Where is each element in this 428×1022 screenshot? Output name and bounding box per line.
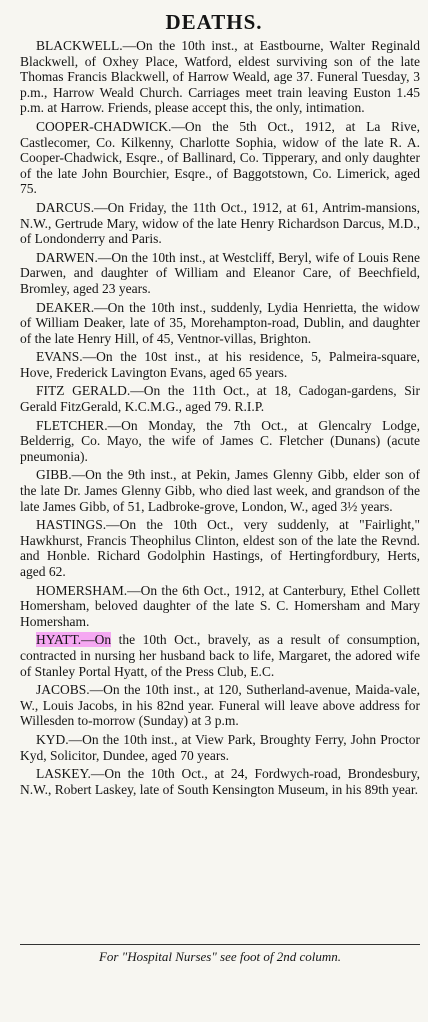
death-notices-list [20,38,420,800]
notice-name: COOPER-CHADWICK. [36,118,172,134]
notice-name: KYD. [36,731,69,747]
notice-text: —On the 6th Oct., 1912, at Canterbury, Ethel Collett Homersham, beloved daughter of the late S. C. Homersham and Mary Homersham. [20,582,420,629]
notice-text: —On the 11th Oct., at 18, Cadogan-gardens, Sir Gerald FitzGerald, K.C.M.G., aged 79. R.I.P. [20,383,420,415]
notice-name: DEAKER. [36,299,95,315]
notice-evans [20,349,420,380]
notice-name: DARWEN. [36,249,98,265]
notice-name-highlighted: HYATT.—On [36,632,112,648]
divider-rule [20,944,420,945]
notice-text: —On the 9th inst., at Pekin, James Glenny Gibb, elder son of the late Dr. James Glenny Gibb, who died last week, and grandson of the late James Gibb, of 51, Ladbroke-grove, London, W., aged 3½ years. [20,467,420,514]
notice-cooper-chadwick [20,119,420,197]
notice-text: —On Friday, the 11th Oct., 1912, at 61, Antrim-mansions, N.W., Gertrude Mary, widow of the late Henry Richardson Darcus, M.D., of Londonderry and Paris. [20,199,420,247]
notice-name: FLETCHER. [36,417,108,433]
notice-hyatt [20,632,420,679]
notice-text: the 10th Oct., bravely, as a result of consumption, contracted in nursing her husband back to life, Margaret, the adored wife of Stanley Portal Hyatt, of the Press Club, E.C. [20,632,420,679]
notice-deaker [20,300,420,347]
notice-name: BLACKWELL. [36,38,123,53]
notice-laskey [20,766,420,797]
notice-name: HOMERSHAM. [36,582,128,598]
footer-note: For "Hospital Nurses" see foot of 2nd column. [98,949,342,964]
notice-darcus [20,200,420,247]
notice-gibb [20,467,420,514]
notice-text: —On the 10th inst., at View Park, Broughty Ferry, John Proctor Kyd, Solicitor, Dundee, aged 70 years. [20,731,420,763]
notice-name: DARCUS. [36,199,95,215]
notice-name: LASKEY. [36,766,91,782]
notice-name: FITZ GERALD. [36,383,131,399]
notice-homersham [20,583,420,630]
notice-hastings [20,517,420,579]
notice-text: —On the 10st inst., at his residence, 5, Palmeira-square, Hove, Frederick Lavington Evans, aged 65 years. [20,349,420,380]
section-heading: DEATHS. [165,10,263,34]
notice-fitz-gerald [20,383,420,414]
notice-text: —On the 10th inst., at 120, Sutherland-avenue, Maida-vale, W., Louis Jacobs, in his 82nd year. Funeral will leave above address for Willesden to-morrow (Sunday) at 3 p.m. [20,682,420,729]
notice-text: —On the 5th Oct., 1912, at La Rive, Castlecomer, Co. Kilkenny, Charlotte Sophia, widow of the late R. A. Cooper-Chadwick, Esqre., of Ballinard, Co. Tipperary, and only daughter of the late John Bourchier, Esqre., of Baggotstown, Co. Limerick, aged 75. [20,118,420,197]
notice-jacobs [20,682,420,729]
notice-text: —On Monday, the 7th Oct., at Glencalry Lodge, Belderrig, Co. Mayo, the wife of James C. Fletcher (Dunans) (acute pneumonia). [20,417,420,464]
notice-blackwell [20,38,420,116]
notice-name: JACOBS. [36,682,90,698]
notice-text: —On the 10th inst., suddenly, Lydia Henrietta, the widow of William Deaker, late of 35, Morehampton-road, Dublin, and daughter of the late Henry Hill, of 45, Ventnor-villas, Brighton. [20,299,420,346]
notice-text: —On the 10th Oct., very suddenly, at "Fairlight," Hawkhurst, Francis Theophilus Clinton, eldest son of the late the Revnd. and Honble. Richard Godolphin Hastings, of Hertingfordbury, Herts, aged 62. [20,517,420,579]
notice-name: GIBB. [36,467,72,483]
notice-darwen [20,250,420,297]
notice-text: —On the 10th inst., at Eastbourne, Walter Reginald Blackwell, of Oxhey Place, Watford, eldest surviving son of the late Thomas Francis Blackwell, of Harrow Weald, age 37. Funeral Tuesday, 3 p.m., Harrow Weald Church. Carriages meet train leaving Euston 1.45 p.m. at Harrow. Friends, please accept this, the only, intimation. [20,38,420,116]
notice-text: —On the 10th inst., at Westcliff, Beryl, wife of Louis Rene Darwen, and daughter of William and Eleanor Care, of Beechfield, Bromley, aged 23 years. [20,249,420,296]
notice-name: HASTINGS. [36,517,107,533]
notice-text: —On the 10th Oct., at 24, Fordwych-road, Brondesbury, N.W., Robert Laskey, late of South Kensington Museum, in his 89th year. [20,766,420,797]
notice-name: EVANS. [36,349,83,365]
notice-fletcher [20,418,420,465]
notice-kyd [20,732,420,763]
